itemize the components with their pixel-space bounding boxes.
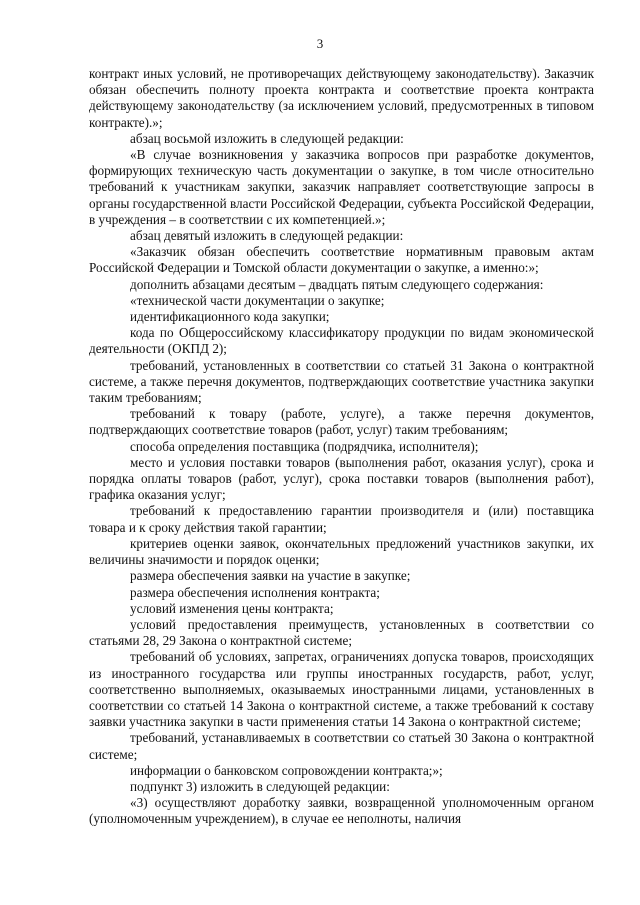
paragraph: требований, установленных в соответствии со статьей 31 Закона о контрактной системе, а также перечня документов, подтверждающих соответствие участника закупки таким требованиям;	[89, 357, 594, 406]
paragraph: «Заказчик обязан обеспечить соответствие нормативным правовым актам Российской Федерации и Томской области документации о закупке, а именно:»;	[89, 244, 594, 276]
paragraph: информации о банковском сопровождении контракта;»;	[130, 762, 443, 778]
paragraph: размера обеспечения заявки на участие в закупке;	[130, 568, 411, 584]
page-number: 3	[316, 36, 324, 51]
paragraph: требований к товару (работе, услуге), а также перечня документов, подтверждающих соответствие товаров (работ, услуг) таким требованиям;	[89, 406, 594, 438]
paragraph: способа определения поставщика (подрядчика, исполнителя);	[130, 438, 479, 454]
paragraph: абзац девятый изложить в следующей редакции:	[130, 228, 404, 244]
paragraph: абзац восьмой изложить в следующей редакции:	[130, 130, 404, 146]
paragraph: идентификационного кода закупки;	[130, 309, 330, 325]
paragraph: требований об условиях, запретах, ограничениях допуска товаров, происходящих из иностранного государства или группы иностранных государств, работ, услуг, соответственно выполняемых, оказываемых иностранными лицами, установленных в соответствии со статьей 14 Закона о контрактной системе, а также требований к составу заявки участника закупки в части применения статьи 14 Закона о контрактной системе;	[89, 649, 594, 730]
paragraph: кода по Общероссийскому классификатору продукции по видам экономической деятельности (ОКПД 2);	[89, 325, 594, 357]
paragraph: «технической части документации о закупке;	[130, 292, 385, 308]
paragraph: место и условия поставки товаров (выполнения работ, оказания услуг), срока и порядка оплаты товаров (работ, услуг), срока поставки товаров (выполнения работ), графика оказания услуг;	[89, 454, 594, 503]
paragraph: размера обеспечения исполнения контракта;	[130, 584, 380, 600]
paragraph: условий изменения цены контракта;	[130, 600, 334, 616]
document-body	[89, 66, 594, 828]
paragraph: подпункт 3) изложить в следующей редакции:	[130, 778, 390, 794]
paragraph: «3) осуществляют доработку заявки, возвращенной уполномоченным органом (уполномоченным учреждением), в случае ее неполноты, наличия	[89, 795, 594, 827]
paragraph: условий предоставления преимуществ, установленных в соответствии со статьями 28, 29 Закона о контрактной системе;	[89, 616, 594, 649]
paragraph: «В случае возникновения у заказчика вопросов при разработке документов, формирующих техническую часть документации о закупке, в том числе относительно требований к участникам закупки, заказчик направляет соответствующие запросы в органы государственной власти Российской Федерации, субъекта Российской Федерации, в учреждения – в соответствии с их компетенцией.»;	[89, 147, 594, 227]
paragraph: требований к предоставлению гарантии производителя и (или) поставщика товара и к сроку действия такой гарантии;	[89, 503, 594, 535]
paragraph: критериев оценки заявок, окончательных предложений участников закупки, их величины значимости и порядок оценки;	[89, 535, 594, 568]
paragraph: требований, устанавливаемых в соответствии со статьей 30 Закона о контрактной системе;	[89, 730, 594, 762]
paragraph: дополнить абзацами десятым – двадцать пятым следующего содержания:	[130, 276, 544, 292]
paragraph: контракт иных условий, не противоречащих действующему законодательству). Заказчик обязан обеспечить полноту проекта контракта и соответствие проекта контракта действующему законодательству (за исключением условий, предусмотренных в типовом контракте).»;	[89, 66, 594, 130]
